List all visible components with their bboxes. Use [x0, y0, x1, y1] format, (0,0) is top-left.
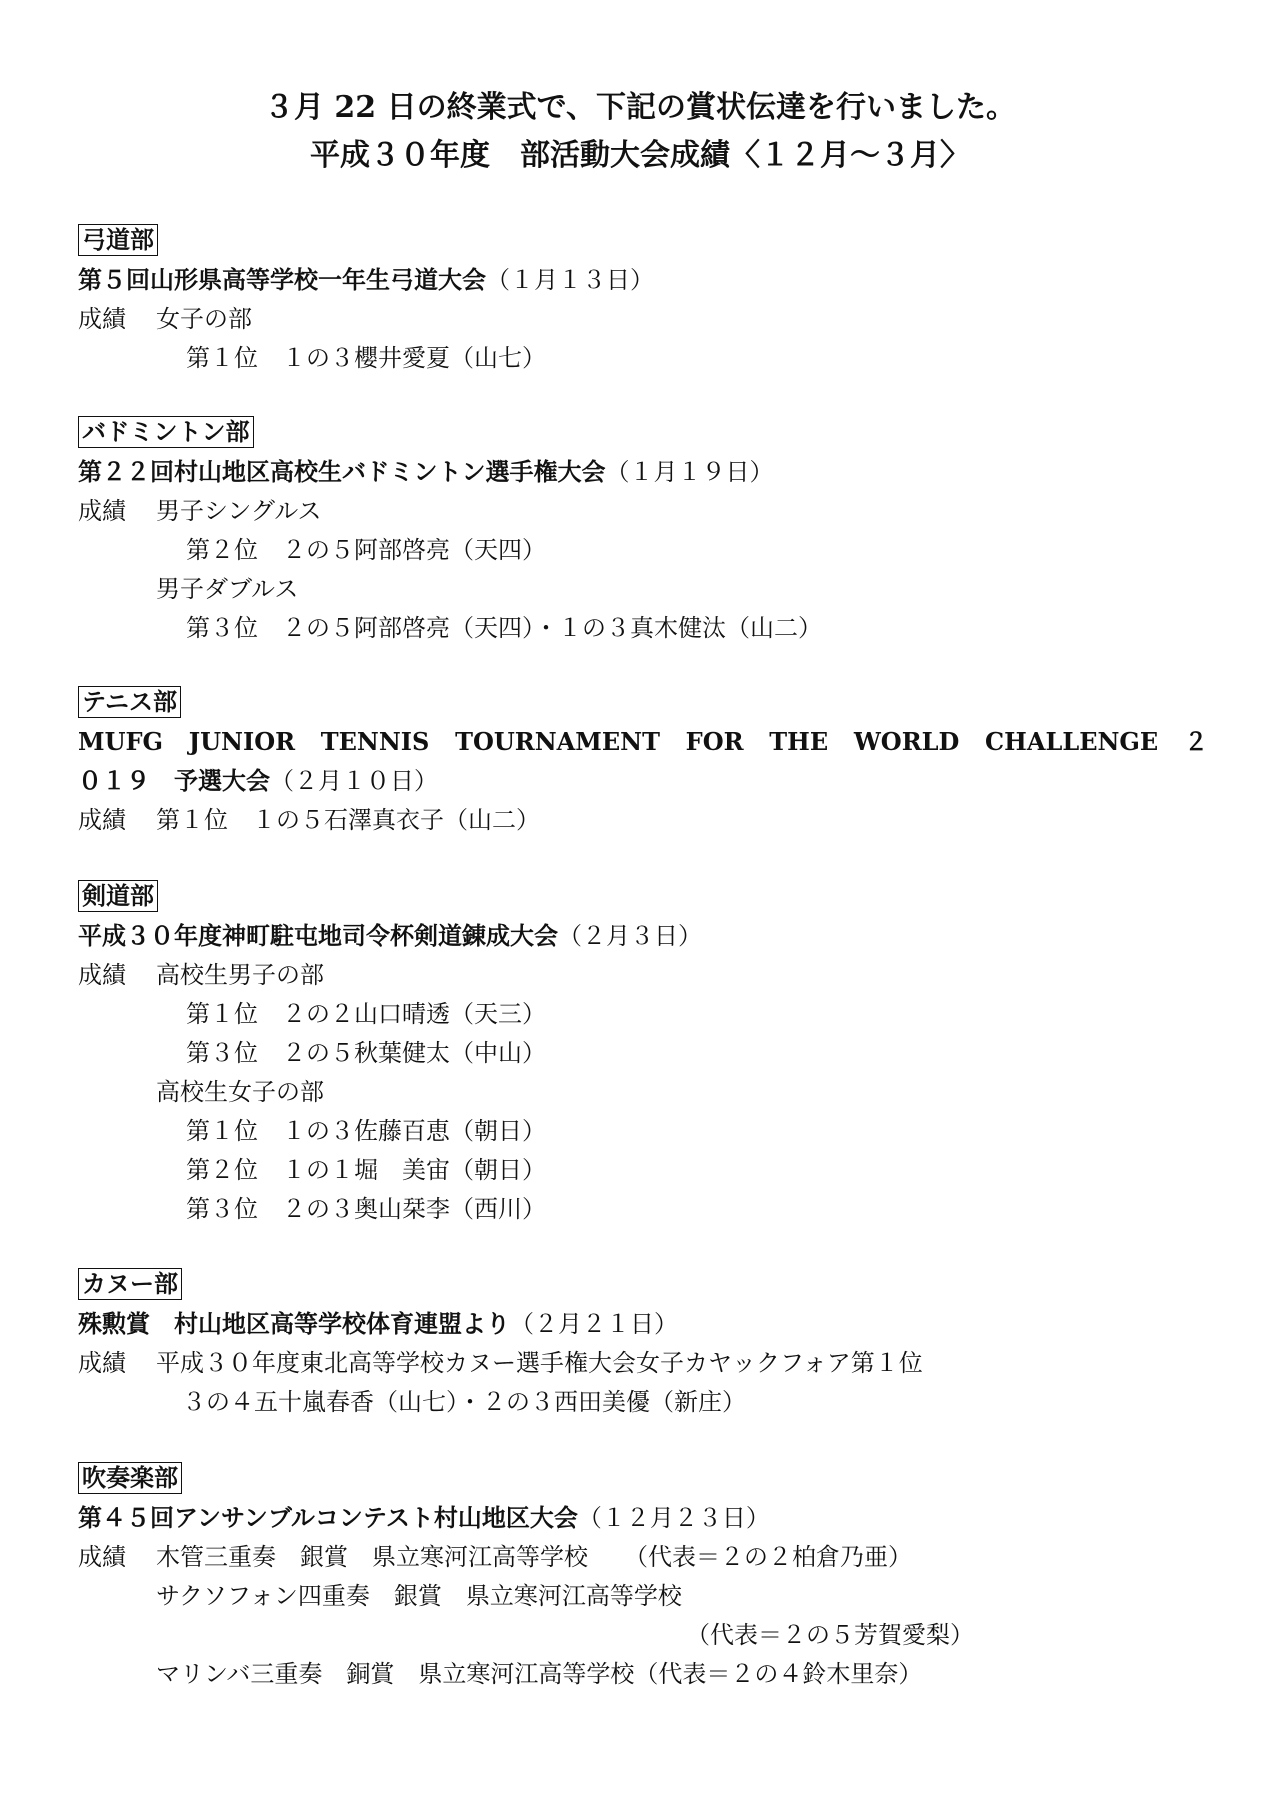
- result-line: 成績 女子の部: [78, 305, 252, 333]
- result-line: 成績 高校生男子の部: [78, 961, 324, 989]
- placement: 第１位 ２の２山口晴透（天三）: [186, 1000, 546, 1028]
- members-line: ３の４五十嵐春香（山七）・２の３西田美優（新庄）: [182, 1388, 746, 1416]
- event-date: （１月１３日）: [486, 266, 654, 294]
- event-date: （２月１０日）: [270, 767, 438, 795]
- event-title: MUFG JUNIOR TENNIS TOURNAMENT FOR THE WORLD CHALLENGE ２ ０１９ 予選大会（２月１０日）: [78, 727, 1208, 795]
- category-label: 高校生女子の部: [156, 1078, 324, 1106]
- club-label: 弓道部: [78, 224, 158, 256]
- event-date: （２月２１日）: [510, 1310, 678, 1338]
- result-line: 成績 第１位 １の５石澤真衣子（山二）: [78, 806, 540, 834]
- ensemble-entry: サクソフォン四重奏 銀賞 県立寒河江高等学校: [156, 1582, 682, 1610]
- placement: 第３位 ２の５阿部啓亮（天四）・１の３真木健汰（山二）: [186, 614, 822, 642]
- event-title: 第４５回アンサンブルコンテスト村山地区大会（１２月２３日）: [78, 1503, 770, 1532]
- club-label: 剣道部: [78, 880, 158, 912]
- event-title: 第５回山形県高等学校一年生弓道大会（１月１３日）: [78, 265, 654, 294]
- placement: 第２位 １の１堀 美宙（朝日）: [186, 1156, 546, 1184]
- event-title: 平成３０年度神町駐屯地司令杯剣道錬成大会（２月３日）: [78, 921, 702, 950]
- placement: 第３位 ２の５秋葉健太（中山）: [186, 1039, 546, 1067]
- club-label: テニス部: [78, 686, 181, 718]
- event-date: （１２月２３日）: [577, 1504, 770, 1532]
- event-title: 第２２回村山地区高校生バドミントン選手権大会（１月１９日）: [78, 457, 774, 486]
- placement: 第１位 １の３櫻井愛夏（山七）: [186, 344, 546, 372]
- section-kyudo: [78, 224, 1208, 378]
- event-title: 殊勲賞 村山地区高等学校体育連盟より（２月２１日）: [78, 1309, 678, 1338]
- placement: 第２位 ２の５阿部啓亮（天四）: [186, 536, 546, 564]
- club-label: カヌー部: [78, 1268, 182, 1300]
- event-date: （２月３日）: [558, 922, 702, 950]
- section-badminton: [78, 416, 1208, 648]
- section-brass: [78, 1462, 1208, 1694]
- page-subtitle: 平成３０年度 部活動大会成績〈１２月～３月〉: [310, 138, 970, 173]
- result-line: 成績 男子シングルス: [78, 497, 322, 525]
- placement: 第３位 ２の３奥山栞李（西川）: [186, 1195, 546, 1223]
- ensemble-representative: （代表＝２の５芳賀愛梨）: [686, 1621, 974, 1649]
- event-date: （１月１９日）: [605, 458, 774, 486]
- page-title: ３月 22 日の終業式で、下記の賞状伝達を行いました。: [263, 90, 1017, 125]
- result-line: 成績 木管三重奏 銀賞 県立寒河江高等学校 （代表＝２の２柏倉乃亜）: [78, 1543, 912, 1571]
- club-label: 吹奏楽部: [78, 1462, 182, 1494]
- placement: 第１位 １の３佐藤百恵（朝日）: [186, 1117, 546, 1145]
- section-kendo: [78, 880, 1208, 1229]
- result-line: 成績 平成３０年度東北高等学校カヌー選手権大会女子カヤックフォア第１位: [78, 1349, 923, 1377]
- section-tennis: [78, 686, 1208, 840]
- ensemble-entry: マリンバ三重奏 銅賞 県立寒河江高等学校（代表＝２の４鈴木里奈）: [156, 1660, 923, 1688]
- section-canoe: [78, 1268, 1208, 1422]
- club-label: バドミントン部: [78, 416, 254, 448]
- category-label: 男子ダブルス: [156, 575, 299, 603]
